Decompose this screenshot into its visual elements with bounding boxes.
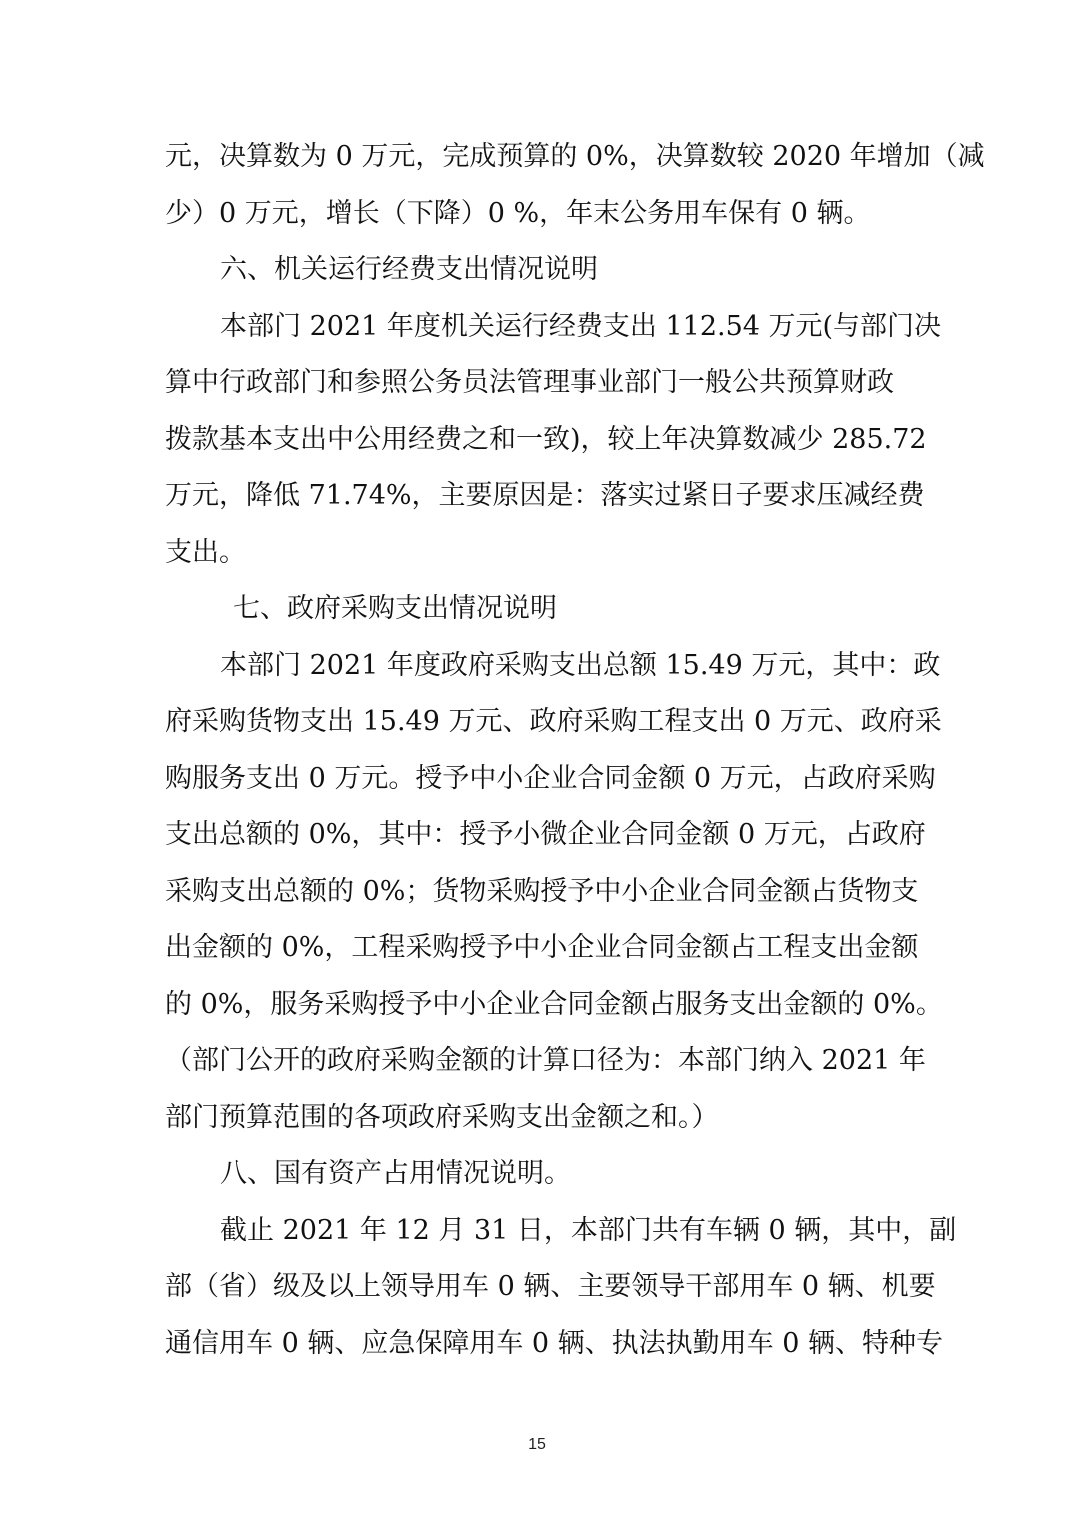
body-line-21: 部（省）级及以上领导用车 0 辆、主要领导干部用车 0 辆、机要: [165, 1271, 936, 1302]
body-line-17: （部门公开的政府采购金额的计算口径为：本部门纳入 2021 年: [165, 1045, 926, 1076]
body-line-14: 采购支出总额的 0%；货物采购授予中小企业合同金额占货物支: [165, 876, 919, 907]
body-line-5: 算中行政部门和参照公务员法管理事业部门一般公共预算财政: [165, 367, 894, 398]
body-line-7: 万元，降低 71.74%，主要原因是：落实过紧日子要求压减经费: [165, 480, 925, 511]
page-number: 15: [528, 1436, 546, 1453]
body-line-15: 出金额的 0%，工程采购授予中小企业合同金额占工程支出金额: [165, 932, 919, 963]
body-line-6: 拨款基本支出中公用经费之和一致)，较上年决算数减少 285.72: [165, 424, 927, 455]
body-line-2: 少）0 万元，增长（下降）0 %，年末公务用车保有 0 辆。: [165, 198, 871, 229]
body-line-16: 的 0%，服务采购授予中小企业合同金额占服务支出金额的 0%。: [165, 989, 943, 1020]
section-heading-6: 六、机关运行经费支出情况说明: [220, 254, 598, 285]
body-line-20: 截止 2021 年 12 月 31 日，本部门共有车辆 0 辆，其中，副: [220, 1215, 957, 1246]
body-line-12: 购服务支出 0 万元。授予中小企业合同金额 0 万元，占政府采购: [165, 763, 936, 794]
body-line-10: 本部门 2021 年度政府采购支出总额 15.49 万元，其中：政: [220, 650, 941, 681]
body-line-4: 本部门 2021 年度机关运行经费支出 112.54 万元(与部门决: [220, 311, 942, 342]
body-line-11: 府采购货物支出 15.49 万元、政府采购工程支出 0 万元、政府采: [165, 706, 942, 737]
section-heading-8: 八、国有资产占用情况说明。: [220, 1158, 571, 1189]
body-line-1: 元，决算数为 0 万元，完成预算的 0%，决算数较 2020 年增加（减: [165, 141, 985, 172]
body-line-8: 支出。: [165, 537, 246, 568]
section-heading-7: 七、政府采购支出情况说明: [233, 593, 557, 624]
body-line-18: 部门预算范围的各项政府采购支出金额之和。）: [165, 1102, 719, 1133]
body-line-13: 支出总额的 0%，其中：授予小微企业合同金额 0 万元，占政府: [165, 819, 926, 850]
body-line-22: 通信用车 0 辆、应急保障用车 0 辆、执法执勤用车 0 辆、特种专: [165, 1328, 944, 1359]
